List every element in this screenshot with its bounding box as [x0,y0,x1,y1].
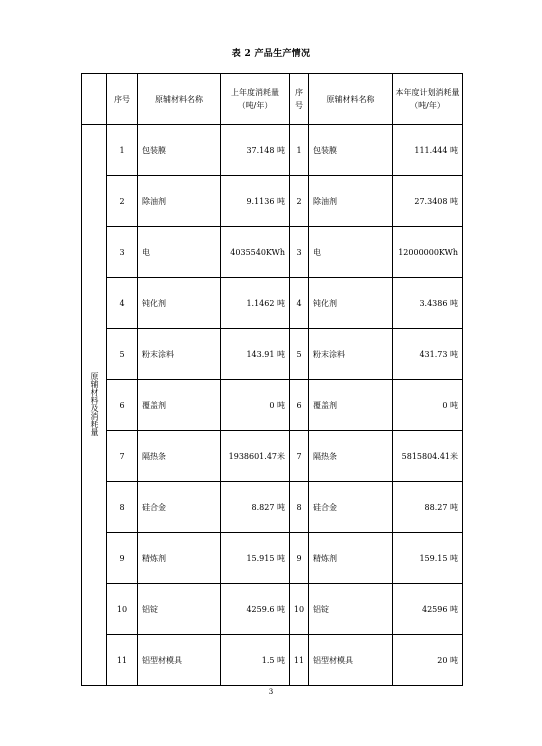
row-plan-amount: 159.15 吨 [393,533,463,584]
row-name-2: 包装膜 [309,125,393,176]
row-name-2: 覆盖剂 [309,380,393,431]
row-seq-2: 1 [290,125,309,176]
table-row [82,431,463,482]
row-seq: 10 [107,584,138,635]
table-row [82,125,463,176]
row-name: 包装膜 [138,125,221,176]
row-plan-amount: 12000000KWh [393,227,463,278]
table-row [82,482,463,533]
row-seq: 1 [107,125,138,176]
row-seq: 6 [107,380,138,431]
page-number: 3 [268,688,274,696]
row-prev-amount: 37.148 吨 [221,125,290,176]
row-seq: 5 [107,329,138,380]
row-plan-amount: 88.27 吨 [393,482,463,533]
table-row [82,227,463,278]
category-cell [82,125,107,686]
table-row [82,278,463,329]
row-name: 铝型材模具 [138,635,221,686]
row-prev-amount: 0 吨 [221,380,290,431]
row-seq-2: 9 [290,533,309,584]
row-name: 除油剂 [138,176,221,227]
row-plan-amount: 0 吨 [393,380,463,431]
row-name: 覆盖剂 [138,380,221,431]
row-seq-2: 7 [290,431,309,482]
row-name-2: 粉末涂料 [309,329,393,380]
row-prev-amount: 15.915 吨 [221,533,290,584]
header-plan-amount: 本年度计划消耗量（吨/年） [393,74,463,125]
table-header-row [82,74,463,125]
row-plan-amount: 27.3408 吨 [393,176,463,227]
table-row [82,584,463,635]
row-prev-amount: 4259.6 吨 [221,584,290,635]
row-name-2: 电 [309,227,393,278]
table-body [82,125,463,686]
row-name: 硅合金 [138,482,221,533]
row-name: 粉末涂料 [138,329,221,380]
row-seq-2: 2 [290,176,309,227]
row-name: 精炼剂 [138,533,221,584]
row-prev-amount: 143.91 吨 [221,329,290,380]
row-plan-amount: 3.4386 吨 [393,278,463,329]
table-row [82,329,463,380]
row-plan-amount: 431.73 吨 [393,329,463,380]
row-seq-2: 6 [290,380,309,431]
row-prev-amount: 1938601.47米 [221,431,290,482]
row-seq: 3 [107,227,138,278]
header-seq-2: 序号 [290,74,309,125]
table-row [82,533,463,584]
row-name-2: 除油剂 [309,176,393,227]
row-seq: 2 [107,176,138,227]
row-seq: 4 [107,278,138,329]
table-row [82,380,463,431]
row-plan-amount: 20 吨 [393,635,463,686]
header-prev-amount: 上年度消耗量（吨/年） [221,74,290,125]
table-title: 表 2 产品生产情况 [231,49,311,59]
row-prev-amount: 8.827 吨 [221,482,290,533]
header-name-2: 原辅材料名称 [309,74,393,125]
row-name-2: 钝化剂 [309,278,393,329]
row-seq-2: 10 [290,584,309,635]
materials-table [81,73,463,686]
row-name: 铝锭 [138,584,221,635]
table-row [82,635,463,686]
row-seq-2: 4 [290,278,309,329]
row-seq: 7 [107,431,138,482]
header-name: 原辅材料名称 [138,74,221,125]
row-prev-amount: 1.5 吨 [221,635,290,686]
row-plan-amount: 42596 吨 [393,584,463,635]
row-seq-2: 5 [290,329,309,380]
row-seq-2: 3 [290,227,309,278]
row-seq-2: 8 [290,482,309,533]
row-plan-amount: 5815804.41米 [393,431,463,482]
row-prev-amount: 1.1462 吨 [221,278,290,329]
row-prev-amount: 4035540KWh [221,227,290,278]
row-seq: 11 [107,635,138,686]
row-prev-amount: 9.1136 吨 [221,176,290,227]
row-plan-amount: 111.444 吨 [393,125,463,176]
row-name-2: 隔热条 [309,431,393,482]
row-seq: 8 [107,482,138,533]
row-seq: 9 [107,533,138,584]
row-name-2: 精炼剂 [309,533,393,584]
row-name: 钝化剂 [138,278,221,329]
row-name: 隔热条 [138,431,221,482]
header-category-blank [82,74,107,125]
row-name-2: 铝型材模具 [309,635,393,686]
category-label: 原辅材料及消耗量 [90,372,99,436]
row-name: 电 [138,227,221,278]
row-name-2: 硅合金 [309,482,393,533]
header-seq: 序号 [107,74,138,125]
row-seq-2: 11 [290,635,309,686]
row-name-2: 铝锭 [309,584,393,635]
table-row [82,176,463,227]
